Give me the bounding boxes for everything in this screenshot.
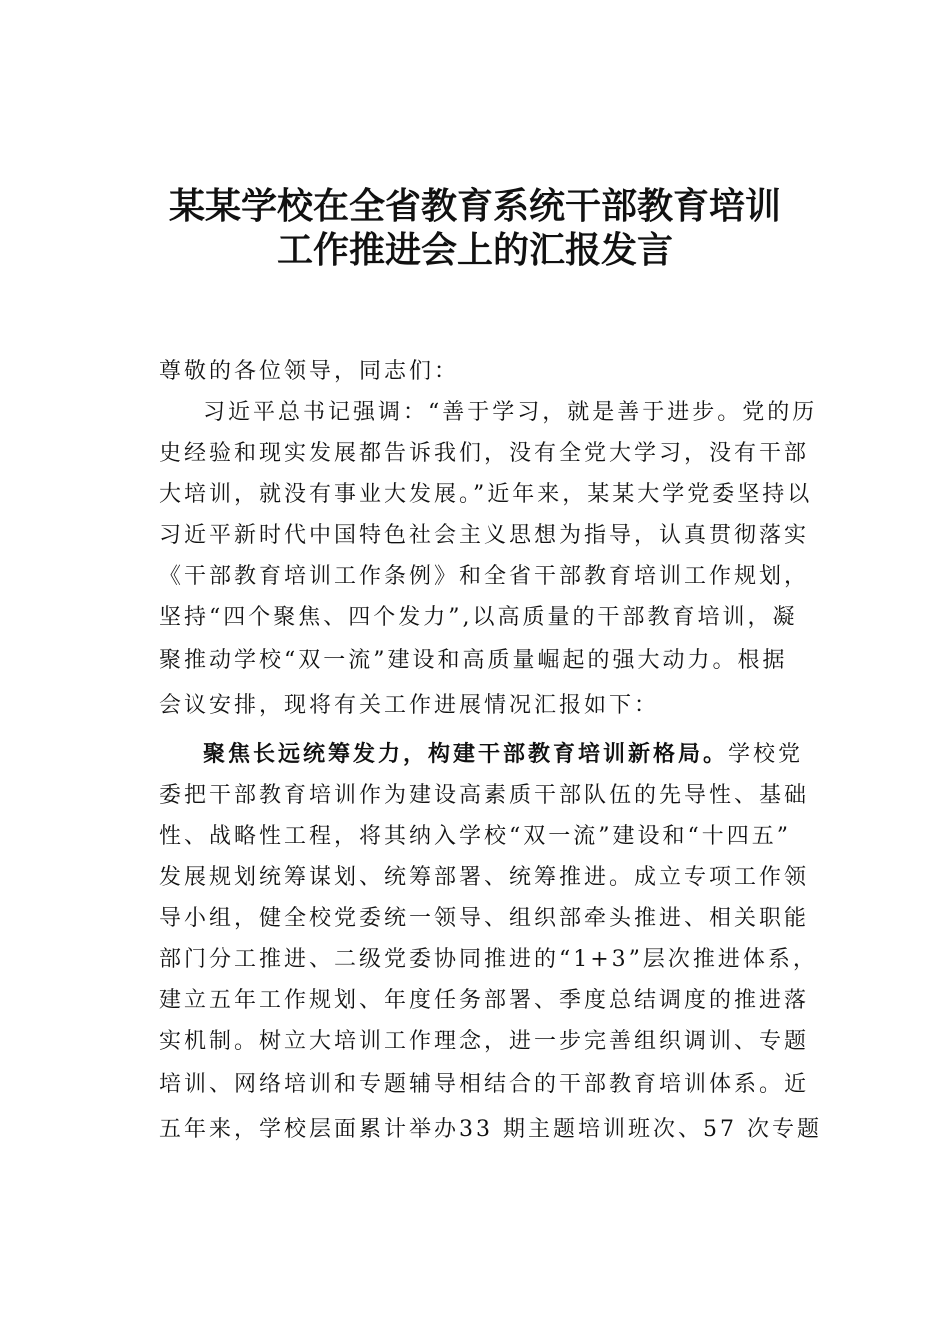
paragraph-line: 实机制。树立大培训工作理念，进一步完善组织调训、专题 [159,1029,810,1054]
paragraph-line: 委把干部教育培训作为建设高素质干部队伍的先导性、基础 [159,783,810,808]
title-line-2: 工作推进会上的汇报发言 [276,229,673,271]
paragraph-line: 坚持“四个聚焦、四个发力”,以高质量的干部教育培训，凝 [159,605,798,630]
paragraph-line: 习近平总书记强调：“善于学习，就是善于进步。党的历 [203,400,818,425]
paragraph-line: 会议安排，现将有关工作进展情况汇报如下： [159,693,660,718]
paragraph-intro [159,392,839,728]
paragraph-line: 史经验和现实发展都告诉我们，没有全党大学习，没有干部 [159,441,810,466]
greeting: 尊敬的各位领导，同志们： [159,359,460,384]
paragraph-line: 导小组，健全校党委统一领导、组织部牵头推进、相关职能 [159,906,810,931]
paragraph-line [159,734,839,775]
paragraph-line: 建立五年工作规划、年度任务部署、季度总结调度的推进落 [159,988,810,1013]
paragraph-line: 部门分工推进、二级党委协同推进的“1+3”层次推进体系， [159,947,818,972]
paragraph-line: 性、战略性工程，将其纳入学校“双一流”建设和“十四五” [159,824,791,849]
section-heading-tail: 学校党 [728,742,804,767]
paragraph-line: 五年来，学校层面累计举办33 期主题培训班次、57 次专题 [159,1117,822,1142]
paragraph-line: 培训、网络培训和专题辅导相结合的干部教育培训体系。近 [159,1072,810,1097]
paragraph-line: 大培训，就没有事业大发展。”近年来，某某大学党委坚持以 [159,482,813,507]
paragraph-line: 《干部教育培训工作条例》和全省干部教育培训工作规划， [159,564,810,589]
title-line-1: 某某学校在全省教育系统干部教育培训 [168,185,781,227]
paragraph-line: 习近平新时代中国特色社会主义思想为指导，认真贯彻落实 [159,523,810,548]
paragraph-line: 聚推动学校“双一流”建设和高质量崛起的强大动力。根据 [159,648,788,673]
paragraph-line: 发展规划统筹谋划、统筹部署、统筹推进。成立专项工作领 [159,865,810,890]
document-body [159,351,839,1152]
section-heading: 聚焦长远统筹发力，构建干部教育培训新格局。 [203,741,729,767]
document-title [120,184,830,272]
paragraph-section-1 [159,734,839,1152]
